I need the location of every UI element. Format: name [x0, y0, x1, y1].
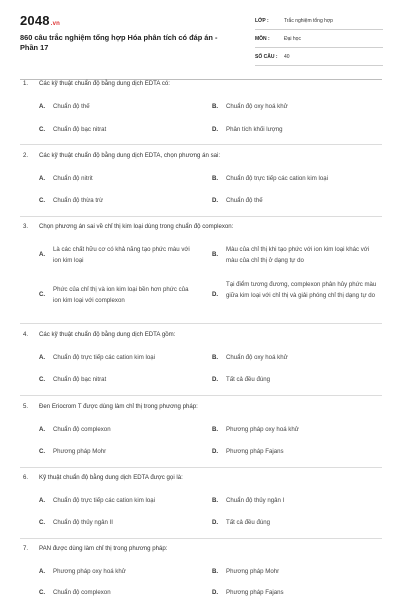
question-divider — [20, 216, 382, 217]
question-stem: Các kỹ thuật chuẩn độ bằng dung dịch EDTA, chọn phương án sai: — [39, 152, 221, 159]
option-text: Chuẩn độ oxy hoá khử — [226, 103, 288, 110]
option-letter: A. — [39, 354, 46, 361]
option-letter: B. — [212, 103, 219, 110]
question-text — [23, 152, 220, 159]
option-text: Chuẩn độ thế — [53, 103, 90, 110]
question-number: 6. — [23, 474, 29, 481]
option-letter: B. — [212, 251, 219, 258]
option-letter: C. — [39, 589, 46, 596]
option-text: Chuẩn độ trực tiếp các cation kim loại — [53, 354, 155, 361]
option-letter: C. — [39, 126, 46, 133]
option-letter: A. — [39, 175, 46, 182]
option-letter: B. — [212, 497, 219, 504]
question-text — [23, 80, 170, 87]
option-text: Chuẩn độ trực tiếp các cation kim loại — [53, 497, 155, 504]
option-letter: C. — [39, 197, 46, 204]
option-text: Phương pháp Mohr — [53, 448, 107, 455]
option-text: Phân tích khối lượng — [226, 126, 283, 133]
question-stem: Kỹ thuật chuẩn độ bằng dung dịch EDTA được gọi là: — [39, 474, 183, 481]
question-stem: Các kỹ thuật chuẩn độ bằng dung dịch EDTA có: — [39, 80, 170, 87]
page-header — [0, 0, 400, 76]
meta-label: SỐ CÂU : — [255, 54, 278, 60]
question-text — [23, 331, 175, 338]
option-text: Phương pháp Fajans — [226, 448, 284, 455]
question-stem: Chọn phương án sai về chỉ thị kim loại dùng trong chuẩn độ complexon: — [39, 223, 234, 230]
meta-value: 40 — [284, 54, 290, 60]
option-letter: C. — [39, 291, 46, 298]
question-divider — [20, 144, 382, 145]
question-divider — [20, 538, 382, 539]
meta-box — [255, 14, 383, 68]
question-divider — [20, 323, 382, 324]
question-text — [23, 474, 183, 481]
question-divider — [20, 467, 382, 468]
meta-row-count — [255, 50, 383, 66]
option-letter: A. — [39, 426, 46, 433]
option-text: Là các chất hữu cơ có khả năng tạo phức màu với ion kim loại — [53, 246, 190, 264]
meta-row-class — [255, 14, 383, 30]
question-stem: Đen Eriocrom T được dùng làm chỉ thị trong phương pháp: — [39, 403, 198, 410]
option-letter: A. — [39, 568, 46, 575]
question-text — [23, 223, 233, 230]
question-text — [23, 403, 198, 410]
option-text: Chuẩn độ nitrit — [53, 175, 93, 182]
option-text: Chuẩn độ thừa trừ — [53, 197, 104, 204]
option-letter: D. — [212, 519, 219, 526]
option-letter: B. — [212, 426, 219, 433]
option-letter: D. — [212, 291, 219, 298]
site-logo[interactable] — [20, 13, 60, 28]
option-text: Phương pháp oxy hoá khử — [226, 426, 299, 433]
option-letter: D. — [212, 589, 219, 596]
option-text: Phương pháp oxy hoá khử — [53, 568, 126, 575]
option-letter: C. — [39, 519, 46, 526]
option-text: Phương pháp Fajans — [226, 589, 284, 596]
option-text: Chuẩn độ bạc nitrat — [53, 126, 107, 133]
question-number: 1. — [23, 80, 29, 87]
option-text: Chuẩn độ complexon — [53, 426, 111, 433]
option-letter: B. — [212, 568, 219, 575]
logo-suffix: .vn — [50, 21, 61, 27]
question-stem: PAN được dùng làm chỉ thị trong phương pháp: — [39, 545, 168, 552]
question-stem: Các kỹ thuật chuẩn độ bằng dung dịch EDTA gồm: — [39, 331, 176, 338]
option-text: Phức của chỉ thị và ion kim loại bền hơn phức của ion kim loại với complexon — [53, 286, 189, 304]
meta-value: Trắc nghiệm tổng hợp — [284, 18, 333, 24]
option-letter: A. — [39, 103, 46, 110]
option-text: Chuẩn độ thủy ngân I — [226, 497, 285, 504]
question-number: 5. — [23, 403, 29, 410]
option-text: Chuẩn độ trực tiếp các cation kim loại — [226, 175, 328, 182]
option-text: Tất cả đều đúng — [226, 519, 271, 526]
option-text: Tất cả đều đúng — [226, 376, 271, 383]
option-letter: D. — [212, 376, 219, 383]
option-text: Phương pháp Mohr — [226, 568, 280, 575]
question-number: 2. — [23, 152, 29, 159]
option-letter: C. — [39, 448, 46, 455]
option-letter: D. — [212, 126, 219, 133]
option-letter: C. — [39, 376, 46, 383]
question-divider — [20, 395, 382, 396]
option-letter: A. — [39, 497, 46, 504]
option-text: Chuẩn độ oxy hoá khử — [226, 354, 288, 361]
option-text: Chuẩn độ complexon — [53, 589, 111, 596]
option-text: Chuẩn độ bạc nitrat — [53, 376, 107, 383]
option-letter: B. — [212, 354, 219, 361]
meta-row-subject — [255, 32, 383, 48]
meta-label: MÔN : — [255, 36, 270, 42]
question-number: 3. — [23, 223, 29, 230]
option-letter: D. — [212, 197, 219, 204]
option-letter: D. — [212, 448, 219, 455]
option-text: Tại điểm tương đương, complexon phân hủy phức màu giữa kim loại với chỉ thị và giải phóng chỉ thị dạng tự do — [226, 281, 377, 299]
question-number: 7. — [23, 545, 29, 552]
option-text: Chuẩn độ thế — [226, 197, 263, 204]
question-number: 4. — [23, 331, 29, 338]
question-text — [23, 545, 168, 552]
option-text: Màu của chỉ thị khi tạo phức với ion kim loại khác với màu của chỉ thị ở dạng tự do — [226, 246, 370, 264]
option-letter: B. — [212, 175, 219, 182]
logo-text: 2048 — [20, 13, 50, 28]
option-letter: A. — [39, 251, 46, 258]
page-title: 860 câu trắc nghiệm tổng hợp Hóa phân tích có đáp án - Phần 17 — [20, 33, 218, 52]
meta-label: LỚP : — [255, 18, 269, 24]
option-text: Chuẩn độ thủy ngân II — [53, 519, 113, 526]
meta-value: Đại học — [284, 36, 301, 42]
